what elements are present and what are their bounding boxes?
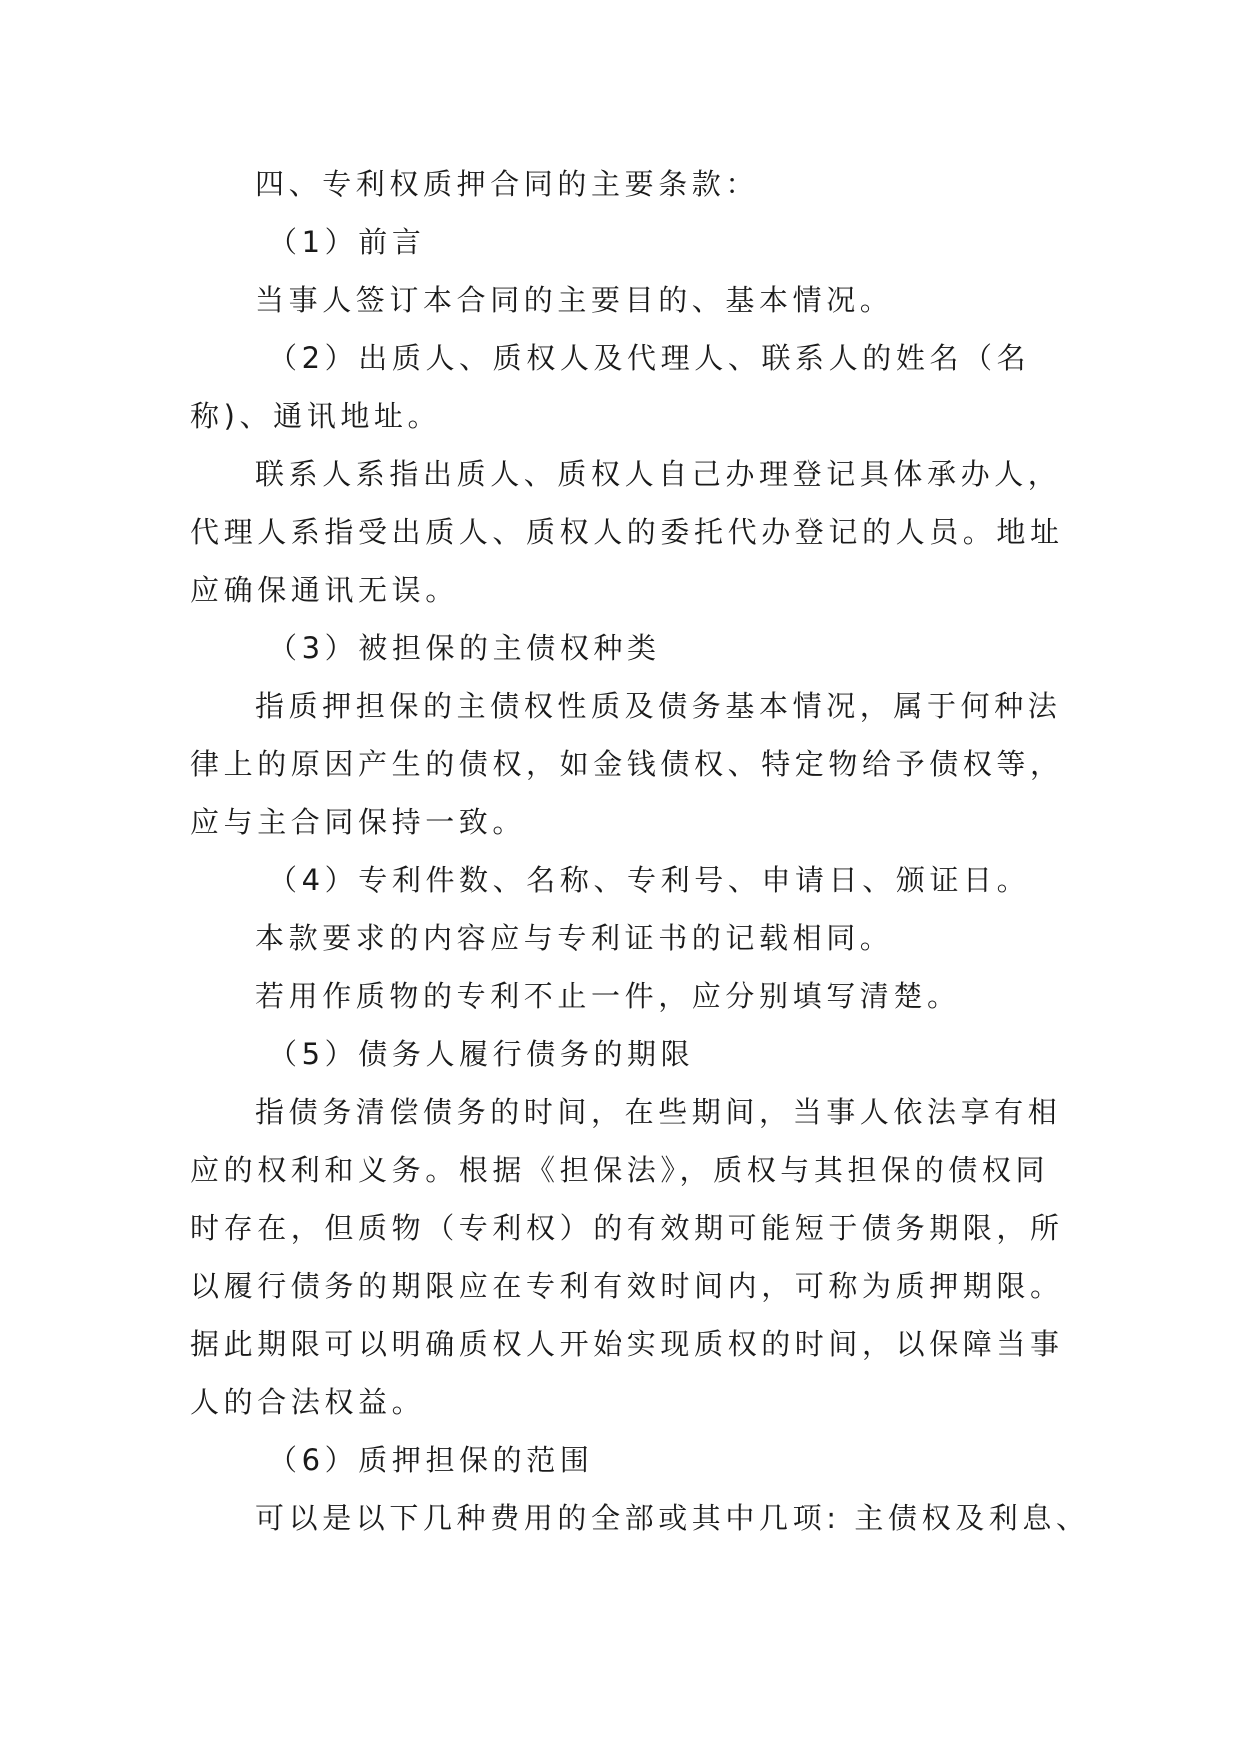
paragraph-line: 本款要求的内容应与专利证书的记载相同。: [255, 921, 894, 955]
paragraph-line: 指债务清偿债务的时间，在些期间，当事人依法享有相: [255, 1095, 1062, 1129]
paragraph-line: 据此期限可以明确质权人开始实现质权的时间，以保障当事: [190, 1327, 1064, 1361]
paragraph-line: 时存在，但质物（专利权）的有效期可能短于债务期限，所: [190, 1211, 1064, 1245]
paragraph-line: 人的合法权益。: [190, 1385, 426, 1419]
paragraph-line: 应确保通讯无误。: [190, 573, 459, 607]
paragraph-line: 联系人系指出质人、质权人自己办理登记具体承办人，: [255, 457, 1062, 491]
paragraph-line: 律上的原因产生的债权，如金钱债权、特定物给予债权等，: [190, 747, 1064, 781]
clause-heading-6: （6）质押担保的范围: [268, 1443, 594, 1477]
clause-heading-2: （2）出质人、质权人及代理人、联系人的姓名（名: [268, 341, 1031, 375]
paragraph-line: 以履行债务的期限应在专利有效时间内，可称为质押期限。: [190, 1269, 1064, 1303]
clause-heading-4: （4）专利件数、名称、专利号、申请日、颁证日。: [268, 863, 1031, 897]
paragraph-line: 当事人签订本合同的主要目的、基本情况。: [255, 283, 894, 317]
paragraph-line: 称)、通讯地址。: [190, 399, 442, 433]
clause-heading-5: （5）债务人履行债务的期限: [268, 1037, 695, 1071]
paragraph-line: 若用作质物的专利不止一件，应分别填写清楚。: [255, 979, 961, 1013]
section-heading: 四、专利权质押合同的主要条款：: [255, 167, 760, 201]
clause-heading-1: （1）前言: [268, 225, 426, 259]
paragraph-line: 代理人系指受出质人、质权人的委托代办登记的人员。地址: [190, 515, 1064, 549]
paragraph-line: 可以是以下几种费用的全部或其中几项: 主债权及利息、: [255, 1501, 1090, 1535]
paragraph-line: 应的权利和义务。根据《担保法》，质权与其担保的债权同: [190, 1153, 1050, 1187]
clause-heading-3: （3）被担保的主债权种类: [268, 631, 661, 665]
paragraph-line: 应与主合同保持一致。: [190, 805, 527, 839]
paragraph-line: 指质押担保的主债权性质及债务基本情况，属于何种法: [255, 689, 1062, 723]
